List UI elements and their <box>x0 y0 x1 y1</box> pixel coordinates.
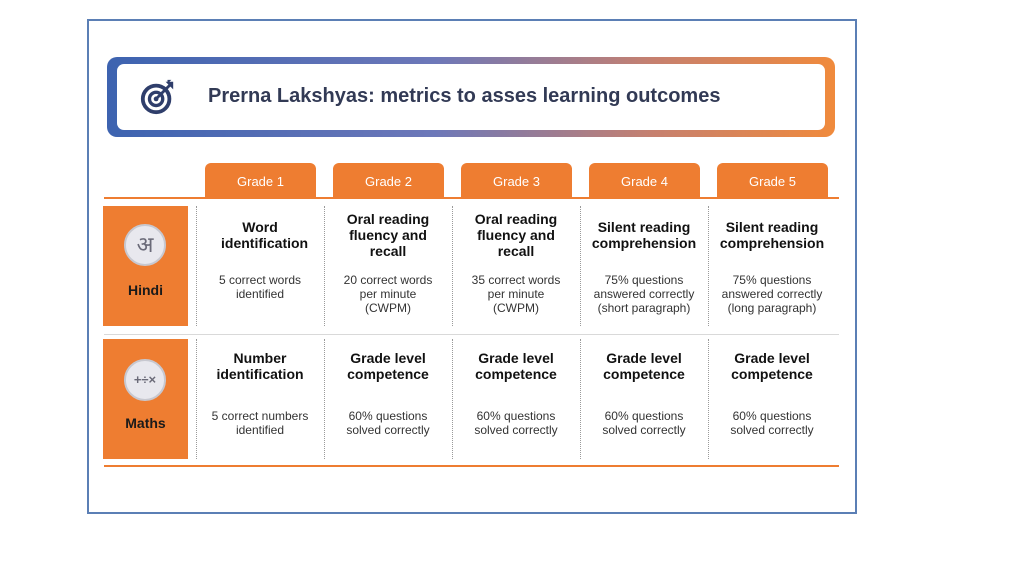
hindi-grade5-cell <box>711 219 833 329</box>
hindi-grade3-cell <box>455 211 577 329</box>
grade-header-3: Grade 3 <box>461 163 572 198</box>
cell-metric-desc: 60% questions solved correctly <box>346 409 430 437</box>
maths-grade4-cell <box>583 350 705 455</box>
cell-metric-desc: 60% questions solved correctly <box>730 409 814 437</box>
column-separator <box>196 339 197 459</box>
grade-header-5: Grade 5 <box>717 163 828 198</box>
hindi-grade2-cell <box>327 211 449 329</box>
column-separator <box>580 339 581 459</box>
maths-grade3-cell <box>455 350 577 455</box>
cell-metric-title: Grade level competence <box>475 350 557 382</box>
column-separator <box>708 206 709 326</box>
cell-metric-desc: 35 correct words per minute (CWPM) <box>471 273 561 315</box>
title-banner-inner <box>117 64 825 130</box>
cell-metric-title: Oral reading fluency and recall <box>474 211 558 259</box>
footer-divider <box>104 465 839 467</box>
cell-metric-desc: 60% questions solved correctly <box>474 409 558 437</box>
row-divider <box>104 334 839 335</box>
cell-metric-desc: 60% questions solved correctly <box>602 409 686 437</box>
grade-header-2: Grade 2 <box>333 163 444 198</box>
maths-grade1-cell <box>199 350 321 455</box>
grade-header-1: Grade 1 <box>205 163 316 198</box>
title-banner <box>107 57 835 137</box>
cell-metric-title: Silent reading comprehension <box>719 219 825 251</box>
cell-metric-title: Silent reading comprehension <box>591 219 697 251</box>
column-separator <box>324 206 325 326</box>
hindi-grade4-cell <box>583 219 705 329</box>
cell-metric-title: Grade level competence <box>603 350 685 382</box>
header-divider <box>104 197 839 199</box>
subject-label-hindi: Hindi <box>128 282 163 298</box>
column-separator <box>324 339 325 459</box>
column-separator <box>452 206 453 326</box>
subject-label-maths: Maths <box>125 415 166 431</box>
target-arrow-icon <box>139 78 177 116</box>
column-separator <box>708 339 709 459</box>
column-separator <box>196 206 197 326</box>
page-title: Prerna Lakshyas: metrics to asses learning outcomes <box>208 85 721 107</box>
cell-metric-desc: 20 correct words per minute (CWPM) <box>343 273 433 315</box>
cell-metric-title: Grade level competence <box>347 350 429 382</box>
hindi-letter-icon: अ <box>124 224 166 266</box>
cell-metric-desc: 5 correct numbers identified <box>211 409 309 437</box>
hindi-grade1-cell <box>199 219 321 329</box>
cell-metric-title: Word identification <box>221 219 309 251</box>
cell-metric-title: Number identification <box>216 350 304 382</box>
cell-metric-title: Oral reading fluency and recall <box>346 211 430 259</box>
column-separator <box>452 339 453 459</box>
grade-header-4: Grade 4 <box>589 163 700 198</box>
subject-maths <box>103 339 188 459</box>
cell-metric-title: Grade level competence <box>731 350 813 382</box>
cell-metric-desc: 5 correct words identified <box>218 273 302 301</box>
cell-metric-desc: 75% questions answered correctly (short paragraph) <box>593 273 695 315</box>
maths-grade5-cell <box>711 350 833 455</box>
cell-metric-desc: 75% questions answered correctly (long paragraph) <box>721 273 823 315</box>
maths-grade2-cell <box>327 350 449 455</box>
math-symbols-icon: +÷× <box>124 359 166 401</box>
subject-hindi <box>103 206 188 326</box>
column-separator <box>580 206 581 326</box>
